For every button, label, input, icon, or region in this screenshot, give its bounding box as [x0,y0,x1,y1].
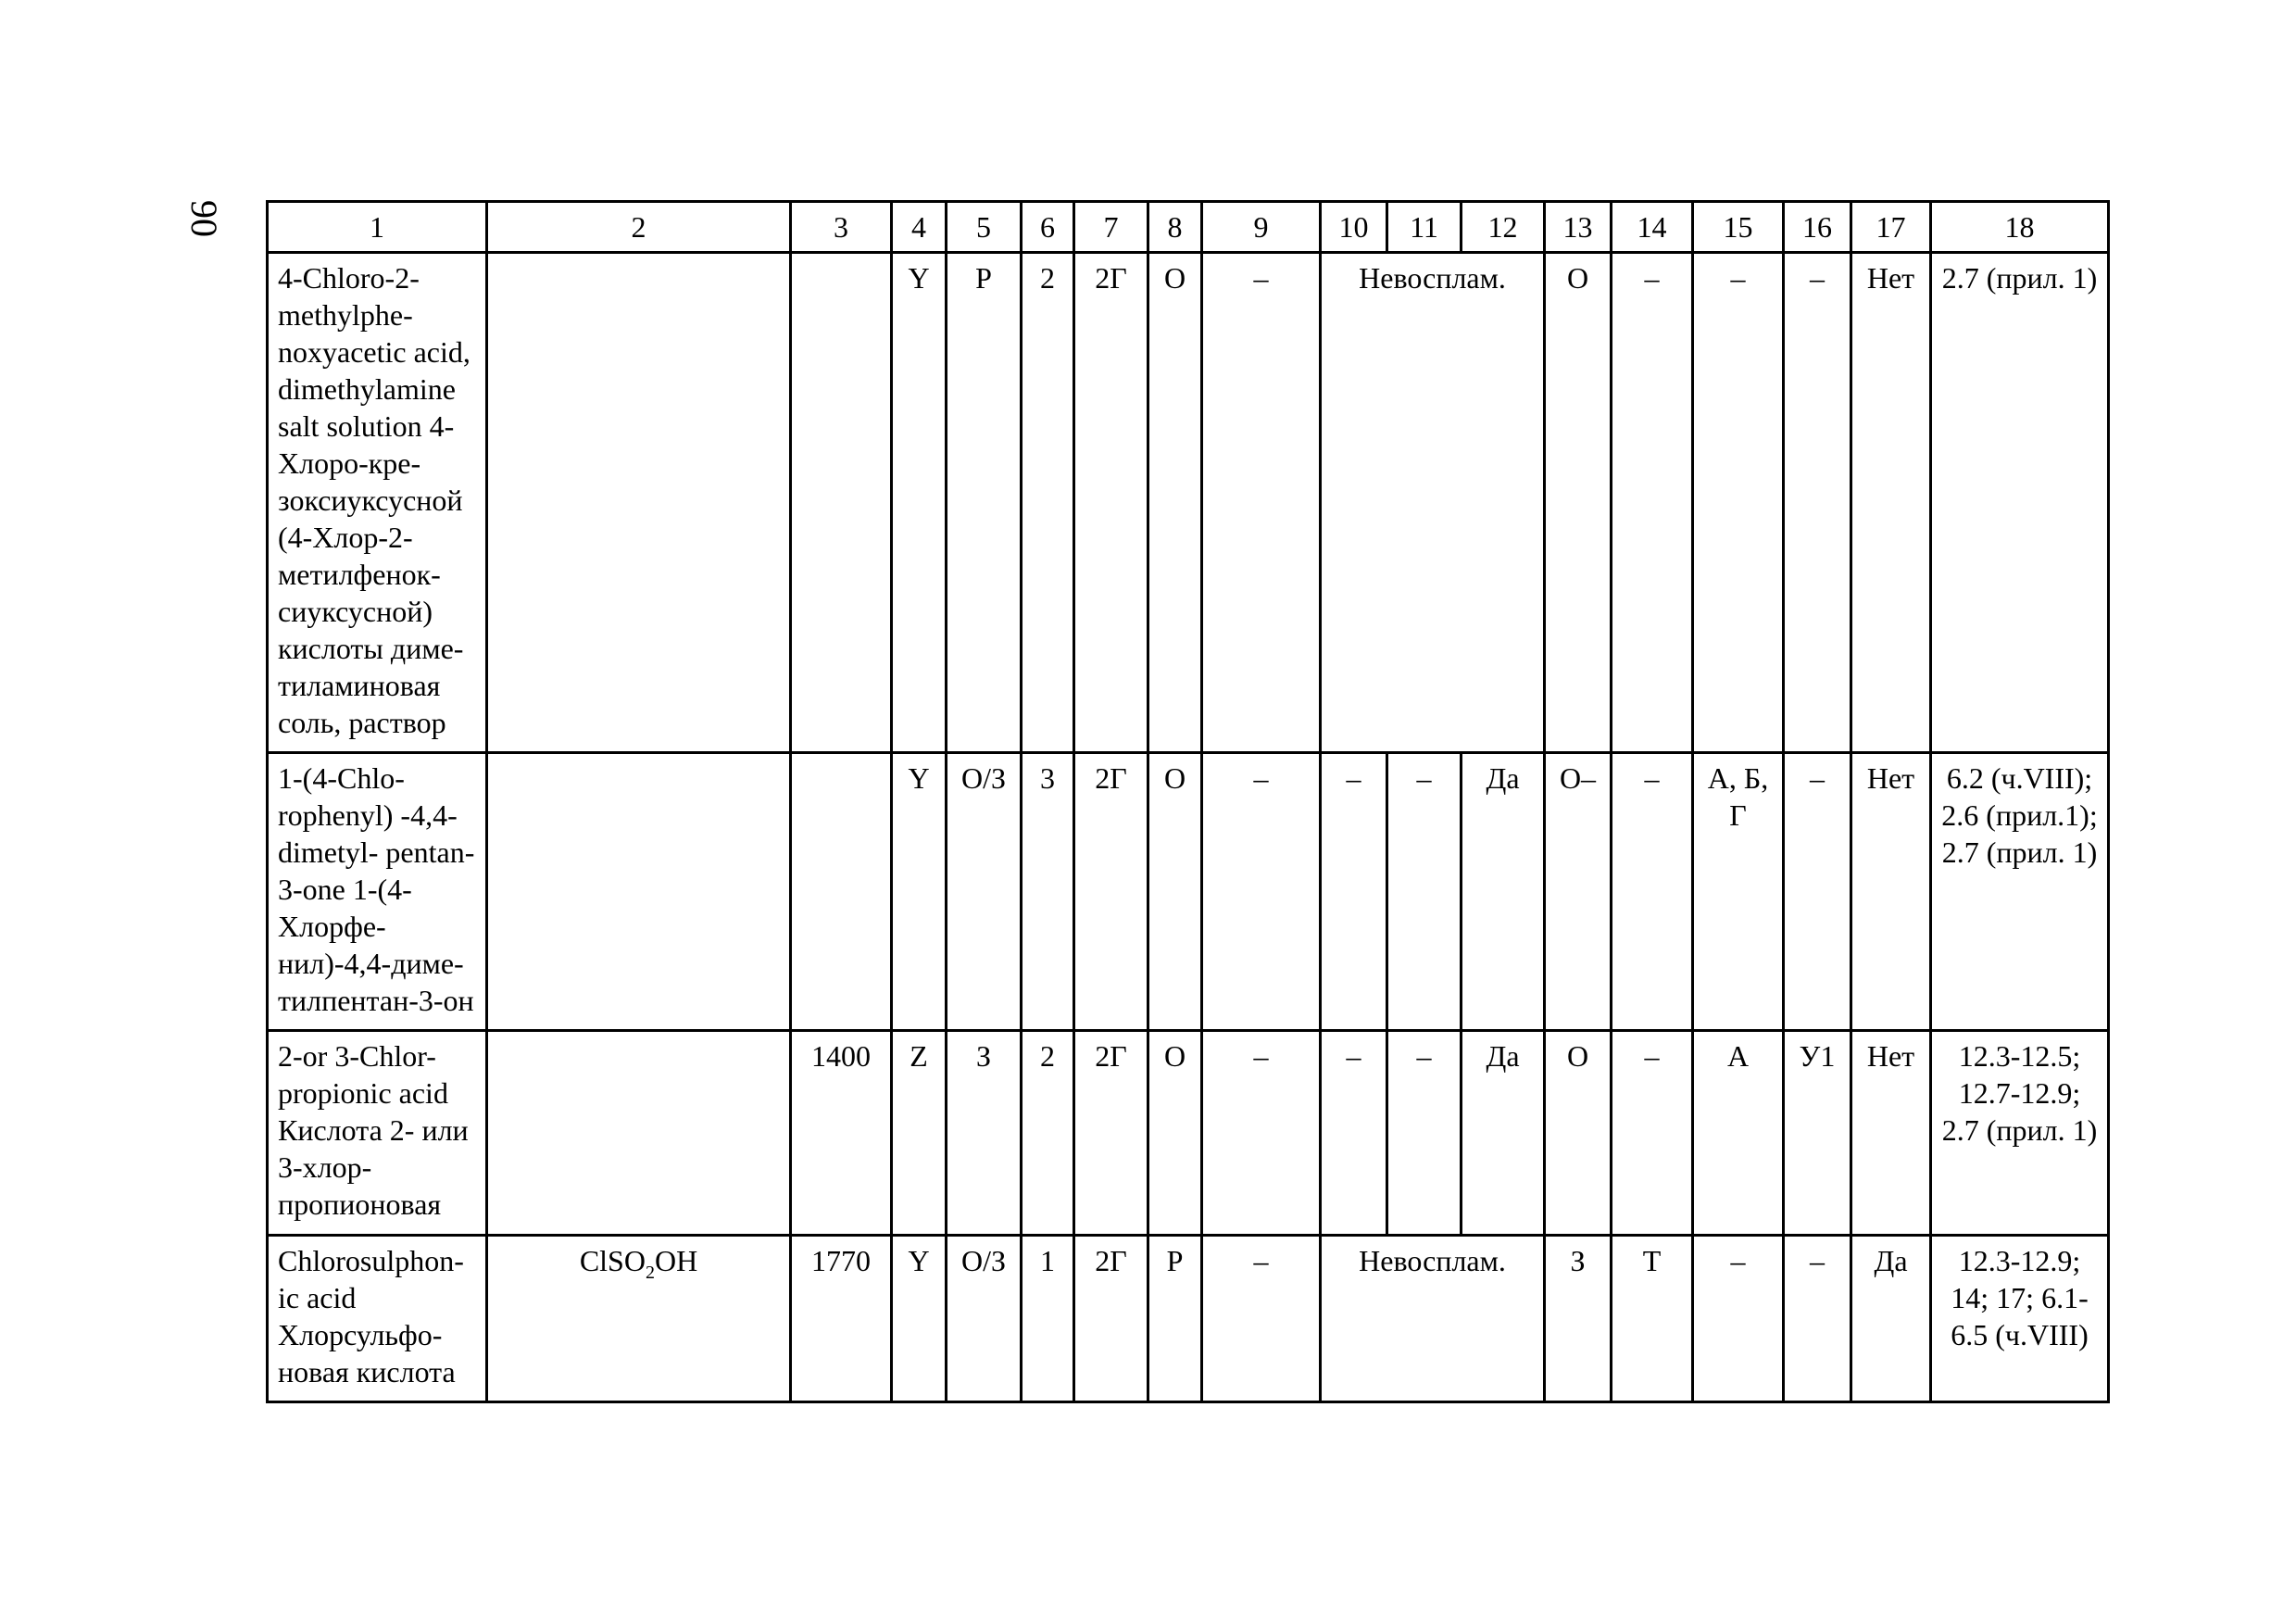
table-cell: 2Г [1074,253,1148,753]
header-cell: 18 [1931,202,2109,253]
table-cell: Т [1612,1236,1693,1402]
table-cell: 2Г [1074,1031,1148,1236]
product-name-cell: 1-(4-Chlo- rophenyl) -4,4-dimetyl- pentan-3-one 1-(4-Хлорфе- нил)-4,4-диме- тилпентан-3-он [268,753,487,1031]
table-cell: Z [892,1031,947,1236]
formula-cell [487,1031,791,1236]
reference-cell: 12.3-12.9; 14; 17; 6.1-6.5 (ч.VIII) [1931,1236,2109,1402]
table-row [268,753,2109,1031]
header-cell: 16 [1784,202,1851,253]
table-cell: Y [892,1236,947,1402]
table-cell: O/З [947,753,1022,1031]
header-cell: 4 [892,202,947,253]
table-cell: O [1545,1031,1612,1236]
table-cell: – [1612,1031,1693,1236]
table-cell: 2 [1022,1031,1074,1236]
table-cell: Нет [1851,753,1931,1031]
table-cell: 2 [1022,253,1074,753]
table-cell: У1 [1784,1031,1851,1236]
table-cell: 2Г [1074,753,1148,1031]
flammability-cell: Невосплам. [1321,1236,1545,1402]
product-name-cell: 4-Chloro-2- methylphe- noxyacetic acid, dimethylamine salt solution 4-Хлоро-кре- зоксиуксусной (4-Хлор-2- метилфенок- сиуксусной) кислоты диме- тиламиновая соль, раствор [268,253,487,753]
table-cell: – [1321,753,1387,1031]
header-cell: 6 [1022,202,1074,253]
table-cell: 1 [1022,1236,1074,1402]
formula-text: ClSO [579,1244,646,1277]
header-cell: 8 [1148,202,1202,253]
un-number-cell: 1770 [791,1236,892,1402]
table-cell: – [1202,753,1321,1031]
header-cell: 14 [1612,202,1693,253]
table-cell: – [1784,253,1851,753]
table-cell: 3 [1022,753,1074,1031]
un-number-cell [791,753,892,1031]
table-cell: O [1148,1031,1202,1236]
table-cell: – [1612,253,1693,753]
table-cell: Да [1462,753,1545,1031]
table-cell: – [1202,1236,1321,1402]
un-number-cell: 1400 [791,1031,892,1236]
header-cell: 13 [1545,202,1612,253]
header-cell: 2 [487,202,791,253]
table-cell: – [1693,1236,1784,1402]
table-cell: Y [892,253,947,753]
flammability-cell: Невосплам. [1321,253,1545,753]
table-cell: O [1545,253,1612,753]
table-cell: O [1148,753,1202,1031]
table-row [268,253,2109,753]
un-number-cell [791,253,892,753]
header-row [268,202,2109,253]
header-cell: 10 [1321,202,1387,253]
table-cell: – [1321,1031,1387,1236]
table-cell: З [1545,1236,1612,1402]
product-name-cell: 2-or 3-Chlor- propionic acid Кислота 2- или 3-хлор- пропионовая [268,1031,487,1236]
table-cell: – [1202,1031,1321,1236]
table-cell: – [1784,753,1851,1031]
formula-cell [487,753,791,1031]
table-cell: 2Г [1074,1236,1148,1402]
table-cell: – [1387,753,1462,1031]
table-cell: З [947,1031,1022,1236]
table-cell: Да [1851,1236,1931,1402]
header-cell: 12 [1462,202,1545,253]
reference-cell: 12.3-12.5; 12.7-12.9; 2.7 (прил. 1) [1931,1031,2109,1236]
table-cell: А, Б, Г [1693,753,1784,1031]
table-cell: А [1693,1031,1784,1236]
header-cell: 9 [1202,202,1321,253]
product-name-cell: Chlorosulphon- ic acid Хлорсульфо- новая кислота [268,1236,487,1402]
header-cell: 15 [1693,202,1784,253]
table-cell: O [1148,253,1202,753]
table-cell: – [1202,253,1321,753]
table-cell: P [1148,1236,1202,1402]
table-cell: O– [1545,753,1612,1031]
reference-cell: 6.2 (ч.VIII); 2.6 (прил.1); 2.7 (прил. 1) [1931,753,2109,1031]
header-cell: 3 [791,202,892,253]
table-cell: P [947,253,1022,753]
table-cell: – [1612,753,1693,1031]
table-cell: – [1387,1031,1462,1236]
header-cell: 1 [268,202,487,253]
cargo-table [266,200,2110,1403]
table-row [268,1236,2109,1402]
table-cell: Нет [1851,1031,1931,1236]
header-cell: 17 [1851,202,1931,253]
table-cell: Да [1462,1031,1545,1236]
formula-subscript: 2 [645,1263,655,1283]
table-cell: – [1693,253,1784,753]
formula-text: OH [654,1244,698,1277]
formula-cell [487,253,791,753]
table-cell: – [1784,1236,1851,1402]
header-cell: 7 [1074,202,1148,253]
formula-cell [487,1236,791,1402]
table-cell: Нет [1851,253,1931,753]
table-row [268,1031,2109,1236]
table-cell: O/З [947,1236,1022,1402]
header-cell: 5 [947,202,1022,253]
table-cell: Y [892,753,947,1031]
header-cell: 11 [1387,202,1462,253]
reference-cell: 2.7 (прил. 1) [1931,253,2109,753]
page-number: 90 [183,200,225,237]
